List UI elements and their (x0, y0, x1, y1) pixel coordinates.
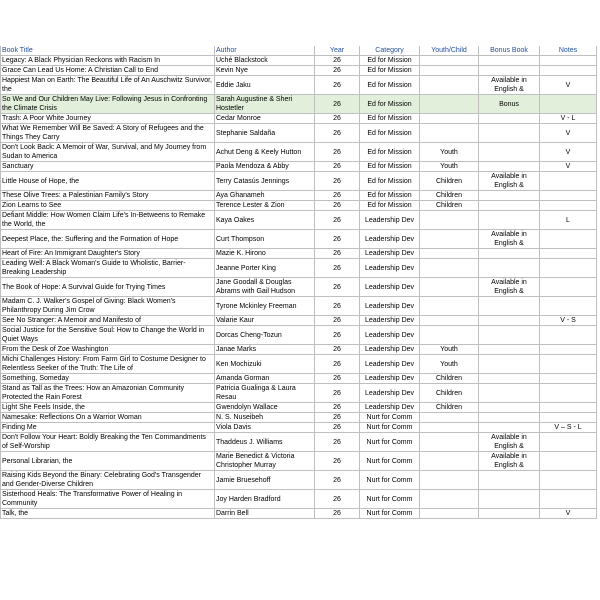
table-row (1, 433, 597, 452)
table-row (1, 230, 597, 249)
cell-bonus-book[interactable] (479, 124, 540, 143)
cell-notes[interactable] (540, 452, 597, 471)
cell-bonus-book[interactable] (479, 211, 540, 230)
cell-author[interactable]: Valarie Kaur (215, 316, 315, 326)
cell-year[interactable]: 26 (315, 278, 360, 297)
cell-youth-child[interactable] (420, 452, 479, 471)
cell-category[interactable]: Leadership Dev (360, 316, 420, 326)
table-row (1, 316, 597, 326)
cell-youth-child[interactable]: Children (420, 403, 479, 413)
cell-author[interactable]: Terence Lester & Zion (215, 201, 315, 211)
cell-book-title[interactable]: Social Justice for the Sensitive Soul: How to Change the World in Quiet Ways (1, 326, 215, 345)
cell-notes[interactable]: V (540, 76, 597, 95)
cell-notes[interactable]: V (540, 162, 597, 172)
cell-bonus-book[interactable] (479, 413, 540, 423)
cell-notes[interactable] (540, 384, 597, 403)
cell-year[interactable]: 26 (315, 259, 360, 278)
cell-youth-child[interactable] (420, 471, 479, 490)
cell-bonus-book[interactable]: Available in English & (479, 76, 540, 95)
cell-category[interactable]: Ed for Mission (360, 76, 420, 95)
cell-year[interactable]: 26 (315, 345, 360, 355)
cell-youth-child[interactable] (420, 211, 479, 230)
table-row (1, 56, 597, 66)
cell-bonus-book[interactable] (479, 143, 540, 162)
header-bonus-book[interactable]: Bonus Book (479, 46, 540, 56)
cell-category[interactable]: Leadership Dev (360, 374, 420, 384)
cell-author[interactable]: Cedar Monroe (215, 114, 315, 124)
cell-year[interactable]: 26 (315, 211, 360, 230)
cell-notes[interactable]: V (540, 124, 597, 143)
cell-bonus-book[interactable] (479, 326, 540, 345)
table-row (1, 374, 597, 384)
cell-author[interactable]: Gwendolyn Wallace (215, 403, 315, 413)
cell-bonus-book[interactable]: Available in English & (479, 452, 540, 471)
cell-book-title[interactable]: Sisterhood Heals: The Transformative Power of Healing in Community (1, 490, 215, 509)
cell-notes[interactable] (540, 172, 597, 191)
cell-bonus-book[interactable]: Available in English & (479, 230, 540, 249)
cell-bonus-book[interactable]: Available in English & (479, 172, 540, 191)
cell-category[interactable]: Leadership Dev (360, 355, 420, 374)
cell-author[interactable]: Paola Mendoza & Abby (215, 162, 315, 172)
cell-notes[interactable] (540, 56, 597, 66)
cell-notes[interactable] (540, 191, 597, 201)
cell-notes[interactable]: V - L (540, 114, 597, 124)
cell-youth-child[interactable] (420, 490, 479, 509)
cell-year[interactable]: 26 (315, 249, 360, 259)
cell-category[interactable]: Leadership Dev (360, 230, 420, 249)
cell-author[interactable]: Thaddeus J. Williams (215, 433, 315, 452)
cell-notes[interactable] (540, 433, 597, 452)
table-row (1, 114, 597, 124)
cell-bonus-book[interactable] (479, 249, 540, 259)
cell-year[interactable]: 26 (315, 433, 360, 452)
table-row (1, 124, 597, 143)
cell-bonus-book[interactable] (479, 66, 540, 76)
table-row (1, 423, 597, 433)
cell-author[interactable]: Ken Mochizuki (215, 355, 315, 374)
cell-youth-child[interactable]: Youth (420, 143, 479, 162)
cell-notes[interactable]: L (540, 211, 597, 230)
cell-notes[interactable] (540, 345, 597, 355)
cell-category[interactable]: Ed for Mission (360, 124, 420, 143)
cell-author[interactable]: Patricia Gualinga & Laura Resau (215, 384, 315, 403)
table-row (1, 384, 597, 403)
cell-book-title[interactable]: What We Remember Will Be Saved: A Story of Refugees and the Things They Carry (1, 124, 215, 143)
cell-bonus-book[interactable] (479, 297, 540, 316)
cell-author[interactable]: Curt Thompson (215, 230, 315, 249)
cell-notes[interactable]: V – S - L (540, 423, 597, 433)
cell-category[interactable]: Leadership Dev (360, 403, 420, 413)
cell-year[interactable]: 26 (315, 374, 360, 384)
cell-book-title[interactable]: Deepest Place, the: Suffering and the Formation of Hope (1, 230, 215, 249)
cell-book-title[interactable]: Defiant Middle: How Women Claim Life's In-Betweens to Remake the World, the (1, 211, 215, 230)
cell-bonus-book[interactable]: Available in English & (479, 278, 540, 297)
cell-youth-child[interactable] (420, 114, 479, 124)
cell-bonus-book[interactable]: Available in English & (479, 433, 540, 452)
cell-notes[interactable] (540, 413, 597, 423)
cell-youth-child[interactable]: Youth (420, 345, 479, 355)
cell-book-title[interactable]: Light She Feels Inside, the (1, 403, 215, 413)
cell-bonus-book[interactable] (479, 316, 540, 326)
table-row (1, 297, 597, 316)
cell-year[interactable]: 26 (315, 297, 360, 316)
cell-notes[interactable] (540, 471, 597, 490)
header-notes[interactable]: Notes (540, 46, 597, 56)
cell-category[interactable]: Nurt for Comm (360, 433, 420, 452)
cell-notes[interactable]: V (540, 509, 597, 519)
cell-author[interactable]: Uché Blackstock (215, 56, 315, 66)
cell-year[interactable]: 26 (315, 413, 360, 423)
table-row (1, 452, 597, 471)
cell-book-title[interactable]: See No Stranger: A Memoir and Manifesto of (1, 316, 215, 326)
cell-category[interactable]: Leadership Dev (360, 211, 420, 230)
cell-book-title[interactable]: Madam C. J. Walker's Gospel of Giving: Black Women's Philanthropy During Jim Crow (1, 297, 215, 316)
cell-book-title[interactable]: From the Desk of Zoe Washington (1, 345, 215, 355)
cell-year[interactable]: 26 (315, 423, 360, 433)
cell-book-title[interactable]: Heart of Fire: An Immigrant Daughter's Story (1, 249, 215, 259)
cell-author[interactable]: N. S. Nuseibeh (215, 413, 315, 423)
cell-youth-child[interactable]: Children (420, 201, 479, 211)
cell-youth-child[interactable] (420, 433, 479, 452)
cell-author[interactable]: Aya Ghanameh (215, 191, 315, 201)
cell-category[interactable]: Nurt for Comm (360, 490, 420, 509)
cell-author[interactable]: Viola Davis (215, 423, 315, 433)
cell-author[interactable]: Dorcas Cheng-Tozun (215, 326, 315, 345)
cell-category[interactable]: Ed for Mission (360, 172, 420, 191)
cell-year[interactable]: 26 (315, 172, 360, 191)
cell-book-title[interactable]: Finding Me (1, 423, 215, 433)
cell-bonus-book[interactable] (479, 509, 540, 519)
cell-category[interactable]: Leadership Dev (360, 278, 420, 297)
cell-category[interactable]: Ed for Mission (360, 114, 420, 124)
table-row (1, 201, 597, 211)
cell-bonus-book[interactable] (479, 471, 540, 490)
table-row (1, 326, 597, 345)
cell-bonus-book[interactable] (479, 114, 540, 124)
table-row (1, 278, 597, 297)
cell-book-title[interactable]: Don't Look Back: A Memoir of War, Survival, and My Journey from Sudan to America (1, 143, 215, 162)
header-book-title[interactable]: Book Title (1, 46, 215, 56)
cell-author[interactable]: Tyrone Mckinley Freeman (215, 297, 315, 316)
cell-year[interactable]: 26 (315, 452, 360, 471)
cell-youth-child[interactable]: Children (420, 374, 479, 384)
cell-author[interactable]: Amanda Gorman (215, 374, 315, 384)
cell-book-title[interactable]: Something, Someday (1, 374, 215, 384)
cell-category[interactable]: Leadership Dev (360, 259, 420, 278)
table-row (1, 471, 597, 490)
table-row (1, 249, 597, 259)
cell-bonus-book[interactable] (479, 345, 540, 355)
cell-youth-child[interactable] (420, 326, 479, 345)
cell-year[interactable]: 26 (315, 124, 360, 143)
cell-book-title[interactable]: Grace Can Lead Us Home: A Christian Call to End (1, 66, 215, 76)
cell-category[interactable]: Nurt for Comm (360, 471, 420, 490)
cell-category[interactable]: Ed for Mission (360, 191, 420, 201)
cell-year[interactable]: 26 (315, 471, 360, 490)
cell-youth-child[interactable]: Children (420, 172, 479, 191)
cell-notes[interactable]: V (540, 143, 597, 162)
cell-year[interactable]: 26 (315, 326, 360, 345)
cell-youth-child[interactable] (420, 259, 479, 278)
cell-author[interactable]: Darrin Bell (215, 509, 315, 519)
cell-youth-child[interactable] (420, 66, 479, 76)
cell-author[interactable]: Sarah Augustine & Sheri Hostetler (215, 95, 315, 114)
cell-youth-child[interactable] (420, 230, 479, 249)
cell-category[interactable]: Ed for Mission (360, 162, 420, 172)
cell-bonus-book[interactable] (479, 162, 540, 172)
header-category[interactable]: Category (360, 46, 420, 56)
cell-bonus-book[interactable] (479, 490, 540, 509)
cell-notes[interactable] (540, 201, 597, 211)
cell-author[interactable]: Kevin Nye (215, 66, 315, 76)
cell-book-title[interactable]: Legacy: A Black Physician Reckons with Racism In (1, 56, 215, 66)
cell-category[interactable]: Ed for Mission (360, 56, 420, 66)
cell-category[interactable]: Ed for Mission (360, 143, 420, 162)
cell-bonus-book[interactable] (479, 56, 540, 66)
cell-year[interactable]: 26 (315, 230, 360, 249)
cell-author[interactable]: Jane Goodall & Douglas Abrams with Gail Hudson (215, 278, 315, 297)
table-row (1, 211, 597, 230)
table-row (1, 355, 597, 374)
cell-year[interactable]: 26 (315, 76, 360, 95)
cell-youth-child[interactable]: Youth (420, 355, 479, 374)
cell-book-title[interactable]: These Olive Trees: a Palestinian Family's Story (1, 191, 215, 201)
cell-youth-child[interactable] (420, 56, 479, 66)
cell-category[interactable]: Nurt for Comm (360, 452, 420, 471)
cell-category[interactable]: Nurt for Comm (360, 413, 420, 423)
cell-year[interactable]: 26 (315, 143, 360, 162)
cell-book-title[interactable]: Leading Well: A Black Woman's Guide to Wholistic, Barrier-Breaking Leadership (1, 259, 215, 278)
cell-bonus-book[interactable] (479, 259, 540, 278)
table-row (1, 259, 597, 278)
table-row (1, 490, 597, 509)
cell-notes[interactable] (540, 259, 597, 278)
cell-category[interactable]: Leadership Dev (360, 345, 420, 355)
cell-year[interactable]: 26 (315, 490, 360, 509)
cell-year[interactable]: 26 (315, 114, 360, 124)
cell-youth-child[interactable] (420, 124, 479, 143)
cell-book-title[interactable]: Happiest Man on Earth: The Beautiful Life of An Auschwitz Survivor, the (1, 76, 215, 95)
cell-youth-child[interactable]: Youth (420, 162, 479, 172)
cell-year[interactable]: 26 (315, 95, 360, 114)
cell-author[interactable]: Stephanie Saldaña (215, 124, 315, 143)
cell-notes[interactable] (540, 403, 597, 413)
cell-year[interactable]: 26 (315, 56, 360, 66)
cell-book-title[interactable]: Little House of Hope, the (1, 172, 215, 191)
cell-notes[interactable]: V - S (540, 316, 597, 326)
cell-year[interactable]: 26 (315, 355, 360, 374)
header-year[interactable]: Year (315, 46, 360, 56)
table-row (1, 143, 597, 162)
cell-author[interactable]: Janae Marks (215, 345, 315, 355)
cell-bonus-book[interactable] (479, 374, 540, 384)
cell-book-title[interactable]: Trash: A Poor White Journey (1, 114, 215, 124)
cell-notes[interactable] (540, 374, 597, 384)
cell-notes[interactable] (540, 278, 597, 297)
cell-youth-child[interactable] (420, 413, 479, 423)
cell-book-title[interactable]: Namesake: Reflections On a Warrior Woman (1, 413, 215, 423)
cell-year[interactable]: 26 (315, 66, 360, 76)
cell-category[interactable]: Leadership Dev (360, 326, 420, 345)
table-row (1, 413, 597, 423)
cell-notes[interactable] (540, 230, 597, 249)
cell-category[interactable]: Leadership Dev (360, 297, 420, 316)
cell-book-title[interactable]: Sanctuary (1, 162, 215, 172)
cell-year[interactable]: 26 (315, 403, 360, 413)
cell-bonus-book[interactable] (479, 201, 540, 211)
cell-youth-child[interactable] (420, 316, 479, 326)
header-youth-child[interactable]: Youth/Child (420, 46, 479, 56)
table-row (1, 172, 597, 191)
cell-year[interactable]: 26 (315, 162, 360, 172)
cell-youth-child[interactable]: Children (420, 191, 479, 201)
cell-bonus-book[interactable] (479, 423, 540, 433)
header-row (1, 46, 597, 56)
table-row (1, 191, 597, 201)
cell-year[interactable]: 26 (315, 316, 360, 326)
cell-book-title[interactable]: Don't Follow Your Heart: Boldly Breaking the Ten Commandments of Self-Worship (1, 433, 215, 452)
cell-notes[interactable] (540, 249, 597, 259)
cell-book-title[interactable]: Talk, the (1, 509, 215, 519)
cell-youth-child[interactable] (420, 249, 479, 259)
table-row (1, 403, 597, 413)
cell-category[interactable]: Ed for Mission (360, 95, 420, 114)
cell-youth-child[interactable] (420, 509, 479, 519)
cell-author[interactable]: Jamie Bruesehoff (215, 471, 315, 490)
cell-author[interactable]: Achut Deng & Keely Hutton (215, 143, 315, 162)
cell-book-title[interactable]: Michi Challenges History: From Farm Girl to Costume Designer to Relentless Seeker of the Truth: The Life of (1, 355, 215, 374)
cell-book-title[interactable]: Stand as Tall as the Trees: How an Amazonian Community Protected the Rain Forest (1, 384, 215, 403)
cell-youth-child[interactable] (420, 76, 479, 95)
cell-book-title[interactable]: Raising Kids Beyond the Binary: Celebrating God's Transgender and Gender-Diverse Children (1, 471, 215, 490)
cell-author[interactable]: Marie Benedict & Victoria Christopher Murray (215, 452, 315, 471)
book-list-table (0, 46, 597, 519)
cell-year[interactable]: 26 (315, 191, 360, 201)
table-row (1, 66, 597, 76)
cell-notes[interactable] (540, 326, 597, 345)
cell-notes[interactable] (540, 490, 597, 509)
cell-category[interactable]: Ed for Mission (360, 66, 420, 76)
table-row (1, 162, 597, 172)
cell-category[interactable]: Leadership Dev (360, 384, 420, 403)
cell-notes[interactable] (540, 95, 597, 114)
cell-author[interactable]: Mazie K. Hirono (215, 249, 315, 259)
cell-youth-child[interactable] (420, 95, 479, 114)
cell-book-title[interactable]: So We and Our Children May Live: Following Jesus in Confronting the Climate Crisis (1, 95, 215, 114)
table-row (1, 509, 597, 519)
cell-author[interactable]: Kaya Oakes (215, 211, 315, 230)
cell-bonus-book[interactable] (479, 355, 540, 374)
cell-notes[interactable] (540, 355, 597, 374)
cell-bonus-book[interactable]: Bonus (479, 95, 540, 114)
cell-notes[interactable] (540, 297, 597, 316)
table-row (1, 345, 597, 355)
cell-book-title[interactable]: Personal Librarian, the (1, 452, 215, 471)
cell-category[interactable]: Leadership Dev (360, 249, 420, 259)
cell-category[interactable]: Ed for Mission (360, 201, 420, 211)
cell-youth-child[interactable] (420, 297, 479, 316)
cell-bonus-book[interactable] (479, 403, 540, 413)
cell-year[interactable]: 26 (315, 201, 360, 211)
cell-category[interactable]: Nurt for Comm (360, 423, 420, 433)
cell-author[interactable]: Jeanne Porter King (215, 259, 315, 278)
cell-year[interactable]: 26 (315, 384, 360, 403)
table-row (1, 95, 597, 114)
cell-author[interactable]: Eddie Jaku (215, 76, 315, 95)
cell-category[interactable]: Nurt for Comm (360, 509, 420, 519)
header-author[interactable]: Author (215, 46, 315, 56)
cell-youth-child[interactable] (420, 278, 479, 297)
cell-author[interactable]: Joy Harden Bradford (215, 490, 315, 509)
table-row (1, 76, 597, 95)
cell-year[interactable]: 26 (315, 509, 360, 519)
cell-bonus-book[interactable] (479, 191, 540, 201)
cell-book-title[interactable]: The Book of Hope: A Survival Guide for Trying Times (1, 278, 215, 297)
cell-author[interactable]: Terry Catasús Jennings (215, 172, 315, 191)
cell-bonus-book[interactable] (479, 384, 540, 403)
cell-notes[interactable] (540, 66, 597, 76)
cell-youth-child[interactable] (420, 423, 479, 433)
cell-book-title[interactable]: Zion Learns to See (1, 201, 215, 211)
cell-youth-child[interactable]: Children (420, 384, 479, 403)
